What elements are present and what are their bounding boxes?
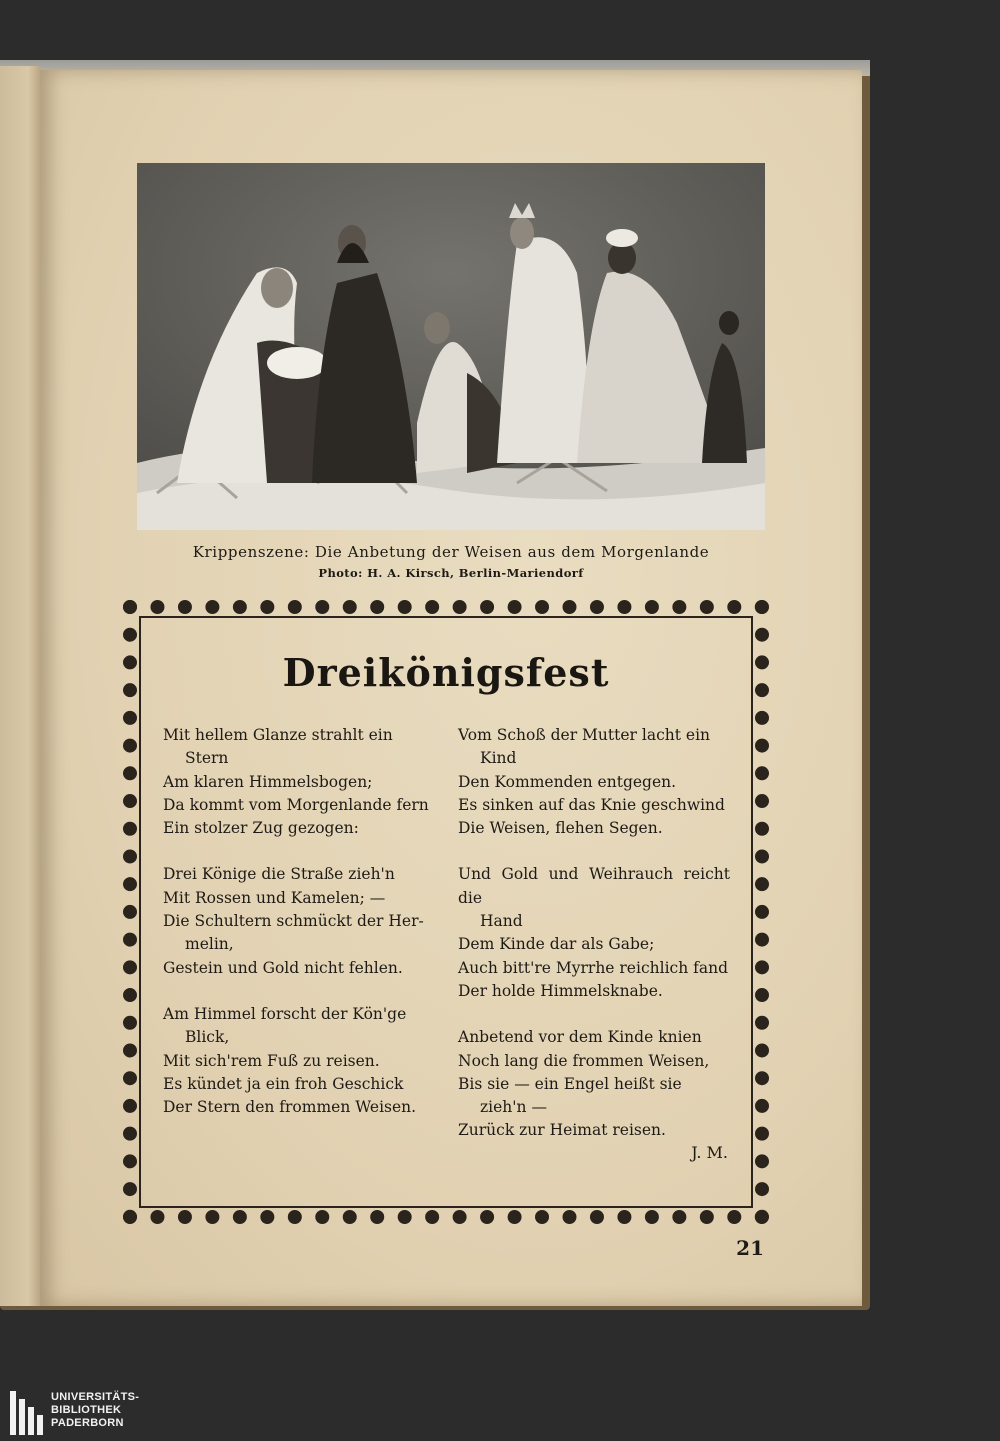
poem-line: Mit hellem Glanze strahlt ein — [163, 726, 393, 744]
stanza — [458, 1026, 730, 1142]
library-logo-line: PADERBORN — [51, 1417, 124, 1429]
poem-author: J. M. — [691, 1143, 728, 1162]
stanza — [458, 724, 730, 840]
poem-line: Bis sie — ein Engel heißt sie — [458, 1074, 682, 1093]
poem-line: Mit Rossen und Kamelen; — — [163, 888, 386, 907]
scan-footer — [0, 1310, 1000, 1441]
poem-line: Der holde Himmelsknabe. — [458, 981, 663, 1000]
left-page-edge — [0, 66, 40, 1306]
poem-line: Stern — [185, 749, 229, 768]
stanza — [458, 863, 730, 1003]
library-logo-icon — [10, 1391, 44, 1435]
poem-line: Anbetend vor dem Kinde knien — [458, 1028, 702, 1047]
poem-line: Vom Schoß der Mutter lacht ein — [458, 726, 711, 744]
poem-left-column — [163, 724, 435, 1142]
poem-line: Hand — [480, 912, 523, 931]
poem-line: Die Schultern schmückt der Her- — [163, 912, 424, 931]
poem-line: Zurück zur Heimat reisen. — [458, 1121, 666, 1140]
poem-line: Dem Kinde dar als Gabe; — [458, 935, 655, 954]
library-logo-line: UNIVERSITÄTS- — [51, 1391, 140, 1403]
poem-line: Am Himmel forscht der Kön'ge — [163, 1004, 407, 1023]
poem-line: Und Gold und Weihrauch reicht die — [458, 865, 730, 907]
poem-line: Noch lang die frommen Weisen, — [458, 1051, 710, 1070]
poem-line: Der Stern den frommen Weisen. — [163, 1098, 417, 1117]
nativity-photo — [137, 163, 765, 530]
poem-line: Auch bitt're Myrrhe reichlich fand — [458, 958, 728, 977]
poem-line: Den Kommenden entgegen. — [458, 772, 677, 791]
poem-line: Ein stolzer Zug gezogen: — [163, 819, 359, 838]
poem-line: Blick, — [185, 1028, 230, 1047]
library-logo-line: BIBLIOTHEK — [51, 1404, 122, 1416]
library-logo-text — [51, 1391, 139, 1430]
poem-line: melin, — [185, 935, 234, 954]
stanza — [163, 1003, 435, 1119]
poem-line: Drei Könige die Straße zieh'n — [163, 865, 395, 884]
poem-line: Es kündet ja ein froh Geschick — [163, 1074, 404, 1093]
poem-line: Mit sich'rem Fuß zu reisen. — [163, 1051, 380, 1070]
stanza — [163, 724, 435, 840]
poem-line: Gestein und Gold nicht fehlen. — [163, 958, 403, 977]
stanza — [163, 863, 435, 979]
page-number: 21 — [736, 1236, 764, 1260]
poem-line: Es sinken auf das Knie geschwind — [458, 795, 725, 814]
poem-title: Dreikönigsfest — [282, 650, 610, 695]
poem-line: Die Weisen, flehen Segen. — [458, 819, 663, 838]
photo-caption: Krippenszene: Die Anbetung der Weisen aus dem Morgenlande — [192, 543, 710, 561]
poem-right-column — [458, 724, 730, 1166]
poem-line: Da kommt vom Morgenlande fern — [163, 795, 429, 814]
photo-credit: Photo: H. A. Kirsch, Berlin-Mariendorf — [318, 566, 584, 580]
poem-line: Am klaren Himmelsbogen; — [163, 772, 373, 791]
nativity-scene-image — [137, 163, 765, 530]
poem-line: zieh'n — — [480, 1098, 547, 1117]
poem-line: Kind — [480, 749, 517, 768]
